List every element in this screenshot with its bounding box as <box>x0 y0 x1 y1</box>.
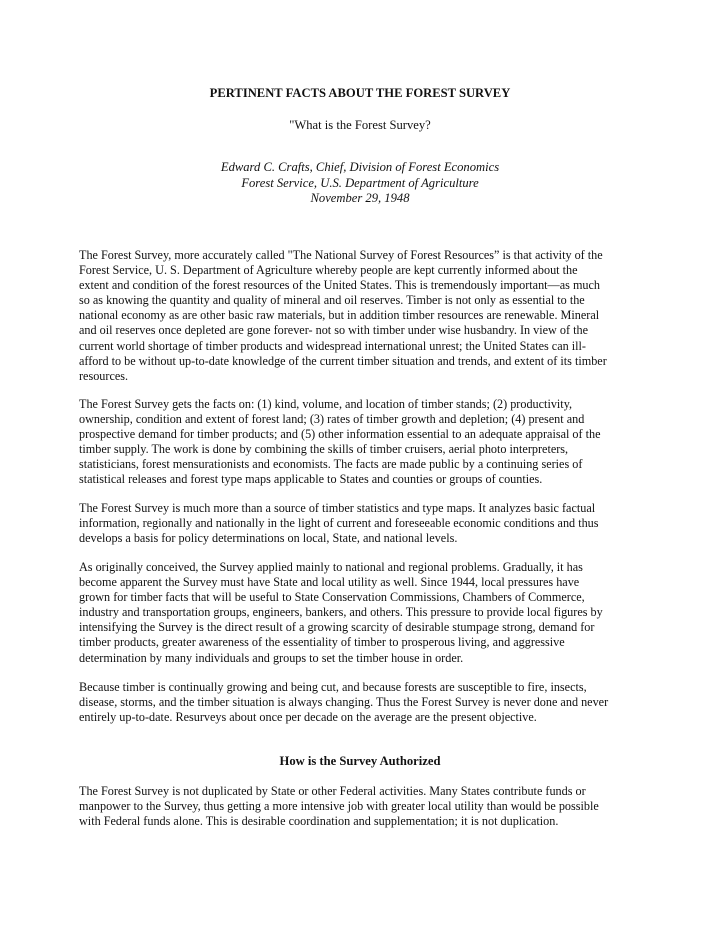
paragraph-line: with Federal funds alone. This is desirable coordination and supplementation; it is not duplication. <box>79 814 559 829</box>
byline-agency: Forest Service, U.S. Department of Agriculture <box>241 175 479 190</box>
paragraph-line: timber supply. The work is done by combining the skills of timber cruisers, aerial photo interpreters, <box>79 442 569 457</box>
paragraph-line: afford to be without up-to-date knowledge of the current timber situation and trends, and extent of its timber <box>79 353 607 368</box>
paragraph-line: information, regionally and nationally in the light of current and foreseeable economic conditions and thus <box>79 516 599 531</box>
paragraph-line: develops a basis for policy determinations on local, State, and national levels. <box>79 531 458 546</box>
section-heading: How is the Survey Authorized <box>279 754 441 768</box>
document-subtitle: "What is the Forest Survey? <box>289 118 431 132</box>
section2-paragraph-1 <box>79 784 647 829</box>
paragraph-line: become apparent the Survey must have State and local utility as well. Since 1944, local pressures have <box>79 575 580 590</box>
paragraph-3 <box>79 501 647 546</box>
byline <box>0 160 720 207</box>
document-title: PERTINENT FACTS ABOUT THE FOREST SURVEY <box>209 86 511 100</box>
paragraph-line: Forest Service, U. S. Department of Agriculture whereby people are kept currently informed about the <box>79 263 578 278</box>
paragraph-line: extent and condition of the forest resources of the United States. This is tremendously important—as much <box>79 278 601 293</box>
paragraph-line: entirely up-to-date. Resurveys about once per decade on the average are the present objective. <box>79 710 537 725</box>
byline-author: Edward C. Crafts, Chief, Division of Forest Economics <box>220 160 500 174</box>
paragraph-2 <box>79 397 647 488</box>
paragraph-4 <box>79 560 647 666</box>
paragraph-line: manpower to the Survey, thus getting a more intensive job with greater local utility than would be possible <box>79 799 599 814</box>
paragraph-line: industry and transportation groups, engineers, bankers, and others. This pressure to provide local figures by <box>79 605 603 620</box>
paragraph-line: As originally conceived, the Survey applied mainly to national and regional problems. Gradually, it has <box>79 560 583 574</box>
paragraph-1 <box>79 248 647 384</box>
paragraph-line: statisticians, forest mensurationists and economists. The facts are made public by a continuing series of <box>79 457 583 472</box>
paragraph-line: current world shortage of timber products and widespread international unrest; the United States can ill- <box>79 338 586 353</box>
paragraph-line: ownership, condition and extent of forest land; (3) rates of timber growth and depletion; (4) present and <box>79 412 585 427</box>
paragraph-line: The Forest Survey gets the facts on: (1) kind, volume, and location of timber stands; (2) productivity, <box>79 397 573 411</box>
paragraph-line: statistical releases and forest type maps applicable to States and counties or groups of counties. <box>79 472 543 487</box>
paragraph-line: so as knowing the quantity and quality of mineral and oil reserves. Timber is not only as essential to the <box>79 293 585 308</box>
paragraph-line: grown for timber facts that will be useful to State Conservation Commissions, Chambers of Commerce, <box>79 590 585 605</box>
paragraph-line: Because timber is continually growing and being cut, and because forests are susceptible to fire, insects, <box>79 680 587 694</box>
paragraph-line: resources. <box>79 368 129 383</box>
byline-date: November 29, 1948 <box>310 191 410 206</box>
paragraph-line: determination by many individuals and groups to set the timber house in order. <box>79 650 464 665</box>
paragraph-line: The Forest Survey, more accurately called "The National Survey of Forest Resources” is that activity of the <box>79 248 603 262</box>
paragraph-line: The Forest Survey is much more than a source of timber statistics and type maps. It analyzes basic factual <box>79 501 596 515</box>
paragraph-5 <box>79 680 647 725</box>
paragraph-line: timber products, greater awareness of the essentiality of timber to prosperous living, and aggressive <box>79 635 565 650</box>
paragraph-line: and oil reserves once depleted are gone forever- not so with timber under wise husbandry. In view of the <box>79 323 588 338</box>
paragraph-line: The Forest Survey is not duplicated by State or other Federal activities. Many States contribute funds or <box>79 784 586 798</box>
paragraph-line: intensifying the Survey is the direct result of a growing scarcity of desirable stumpage strong, demand for <box>79 620 595 635</box>
paragraph-line: national economy as are other basic raw materials, but in addition timber resources are renewable. Mineral <box>79 308 600 323</box>
paragraph-line: disease, storms, and the timber situation is always changing. Thus the Forest Survey is never done and never <box>79 695 609 710</box>
paragraph-line: prospective demand for timber products; and (5) other information essential to an adequate appraisal of the <box>79 427 601 442</box>
